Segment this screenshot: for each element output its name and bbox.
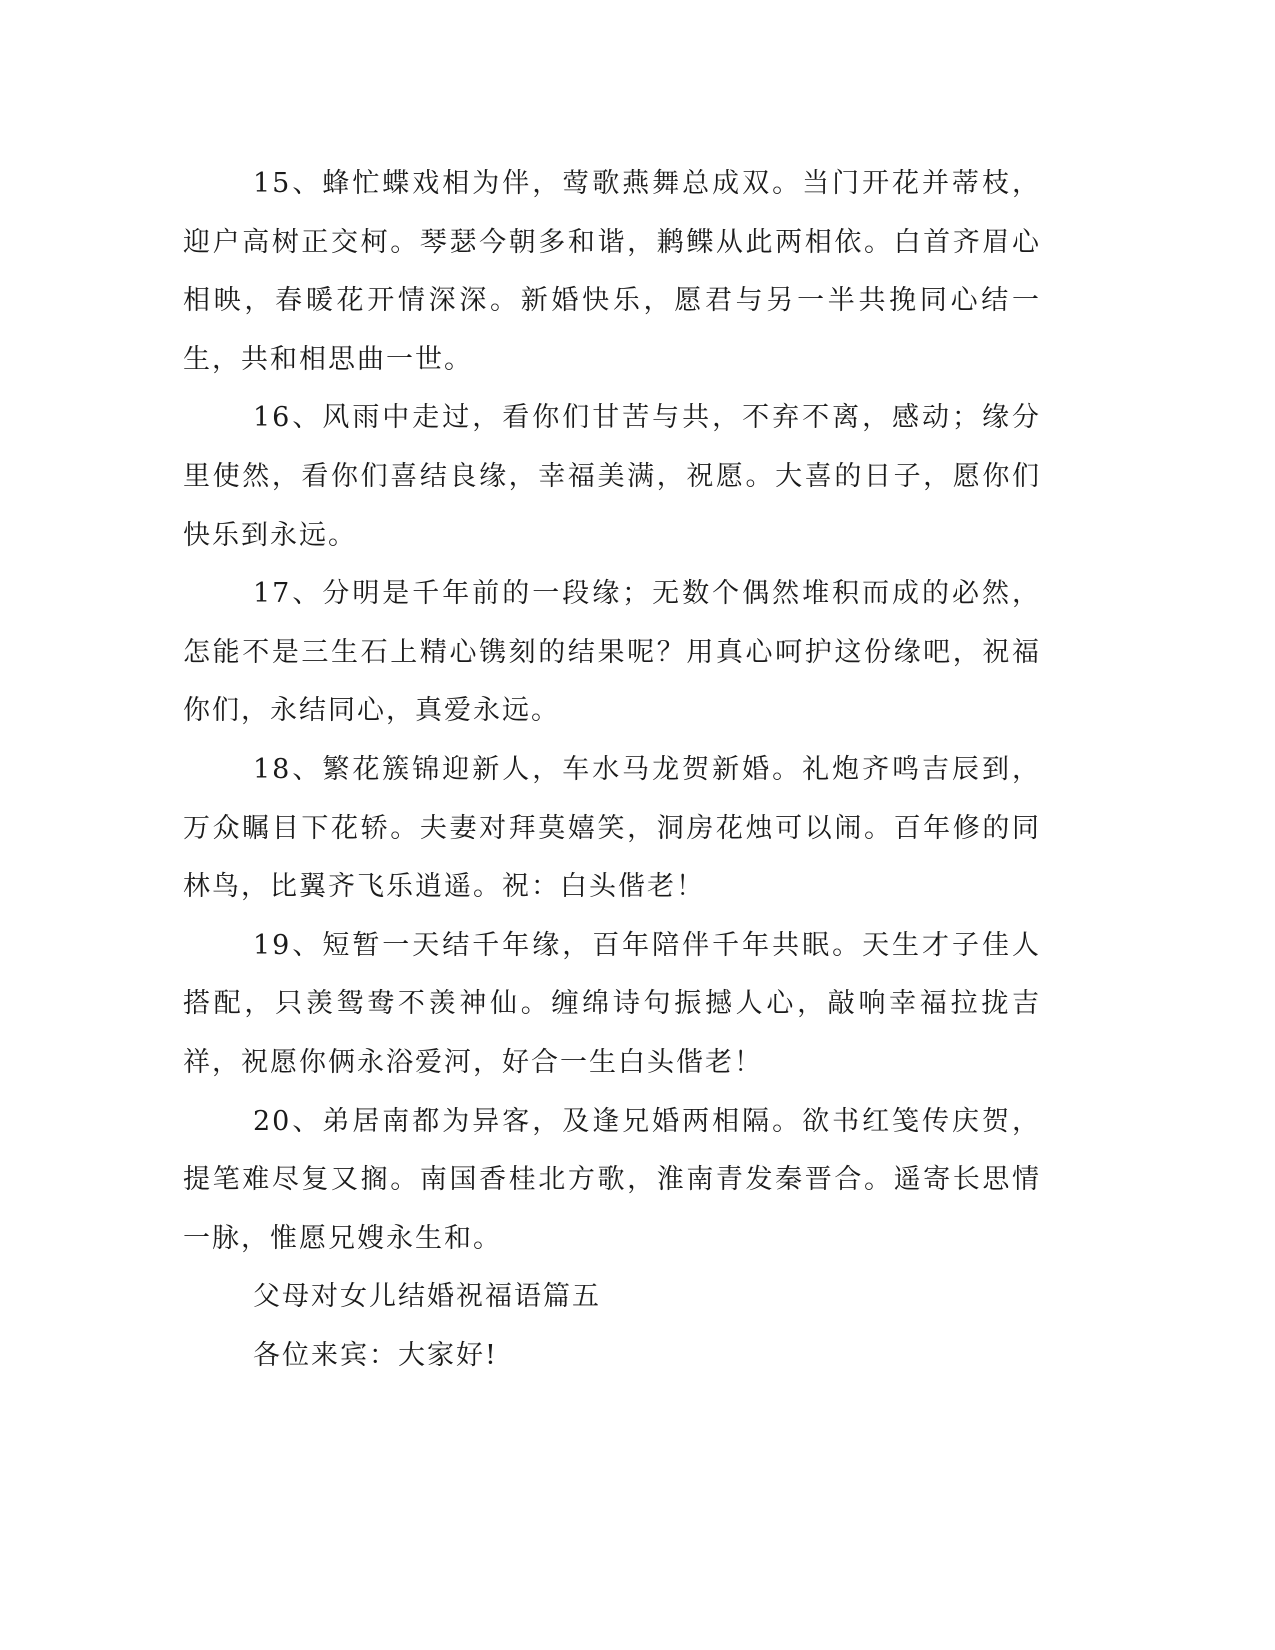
section-title: 父母对女儿结婚祝福语篇五: [253, 1281, 601, 1313]
paragraph-20: 20、弟居南都为异客，及逢兄婚两相隔。欲书红笺传庆贺，提笔难尽复又搁。南国香桂北方歌，淮南青发秦晋合。遥寄长思情一脉，惟愿兄嫂永生和。: [183, 1105, 1041, 1254]
paragraph-16: 16、风雨中走过，看你们甘苦与共，不弃不离，感动；缘分里使然，看你们喜结良缘，幸福美满，祝愿。大喜的日子，愿你们快乐到永远。: [183, 402, 1041, 551]
paragraph-18: 18、繁花簇锦迎新人，车水马龙贺新婚。礼炮齐鸣吉辰到，万众瞩目下花轿。夫妻对拜莫嬉笑，洞房花烛可以闹。百年修的同林鸟，比翼齐飞乐逍遥。祝：白头偕老！: [183, 753, 1041, 903]
paragraph-15: 15、蜂忙蝶戏相为伴，莺歌燕舞总成双。当门开花并蒂枝，迎户高树正交柯。琴瑟今朝多和谐，鹣鲽从此两相依。白首齐眉心相映，春暖花开情深深。新婚快乐，愿君与另一半共挽同心结一生，共和相思曲一世。: [183, 168, 1041, 375]
paragraph-19: 19、短暂一天结千年缘，百年陪伴千年共眠。天生才子佳人搭配，只羡鸳鸯不羡神仙。缠绵诗句振撼人心，敲响幸福拉拢吉祥，祝愿你俩永浴爱河，好合一生白头偕老！: [183, 929, 1041, 1078]
paragraph-17: 17、分明是千年前的一段缘；无数个偶然堆积而成的必然，怎能不是三生石上精心镌刻的结果呢？用真心呵护这份缘吧，祝福你们，永结同心，真爱永远。: [183, 578, 1041, 727]
document-body: [183, 155, 1041, 1385]
greeting-line: 各位来宾：大家好!: [253, 1339, 498, 1371]
